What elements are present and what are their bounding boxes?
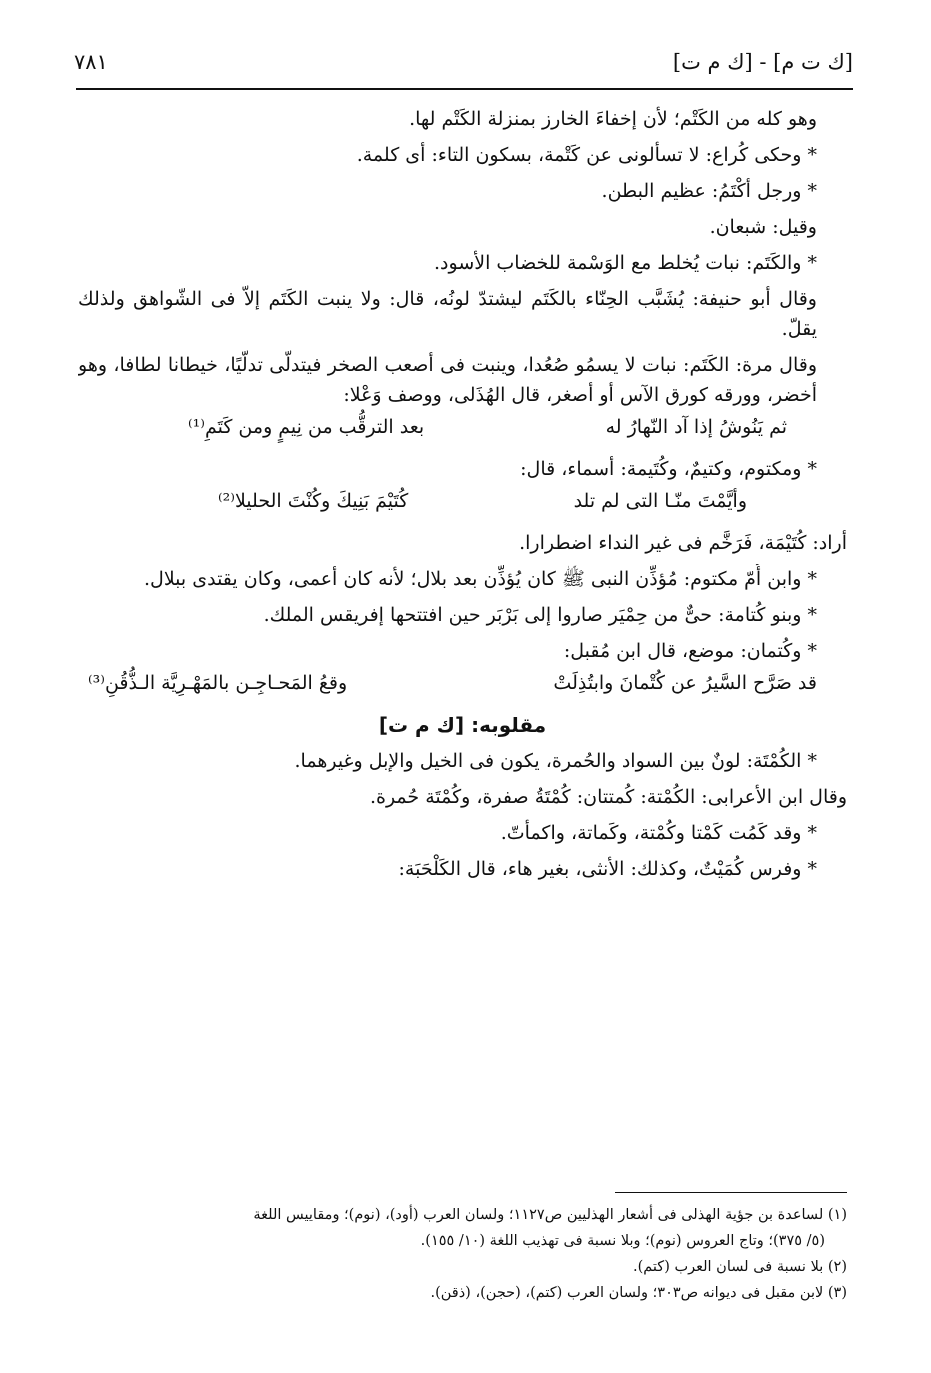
verse-first-hemistich: قد صَرَّح السَّيرُ عن كُتْمانَ وابتُذِلَتْ	[553, 672, 817, 694]
footnote-rule	[615, 1192, 847, 1193]
verse-first-hemistich: وأيَّمْتَ منّـا التى لم تلد	[573, 490, 747, 512]
running-header	[74, 46, 853, 80]
verse-second-hemistich: كُتَيْمَ بَنِيكَ وكُنْتَ الحليلا⁽²⁾	[218, 490, 409, 512]
text-line: * وقد كَمُت كَمْتا وكُمْتة، وكَماتة، واكمأتّ.	[500, 822, 817, 844]
text-line: * الكُمْتَة: لونٌ بين السواد والحُمرة، يكون فى الخيل والإبل وغيرهما.	[294, 750, 817, 772]
verse-ibn-muqbil	[78, 672, 847, 710]
text-line: * وفرس كُمَيْتٌ، وكذلك: الأنثى، بغير هاء، قال الكَلْحَبَة:	[398, 858, 817, 880]
verse-kutaym	[78, 490, 847, 528]
verse-hudhali	[78, 416, 847, 454]
main-text	[78, 104, 847, 890]
text-line: * ومكتوم، وكتيمٌ، وكُتَيمة: أسماء، قال:	[520, 458, 817, 480]
text-line: وقيل: شبعان.	[709, 216, 817, 238]
text-line: * والكَتَم: نبات يُخلط مع الوَسْمة للخضاب الأسود.	[434, 252, 817, 274]
text-paragraph: وقال أبو حنيفة: يُشَبَّب الحِنّاء بالكَتَم ليشتدّ لونُه، قال: ولا ينبت الكَتَم إلاّ فى الشّواهق ولذلك يقلّ.	[78, 288, 817, 340]
footnote: (٣) لابن مقبل فى ديوانه ص٣٠٣؛ ولسان العرب (كتم)، (حجن)، (ذقن).	[430, 1285, 847, 1301]
text-paragraph: وقال مرة: الكَتَم: نبات لا يسمُو صُعُدا، وينبت فى أصعب الصخر فيتدلّى تدلّيًا، خيطانا لطافا، وهو أخضر، وورقه كورق الآس أو أصغر، قال الهُذَلى، ووصف وَعْلا:	[78, 354, 817, 406]
text-line: وهو كله من الكَتْم؛ لأن إخفاءَ الخارز بمنزلة الكَتْم لها.	[409, 108, 817, 130]
text-line: * وكُتمان: موضع، قال ابن مُقبل:	[563, 640, 817, 662]
verse-second-hemistich: وقعُ المَحـاجِـن بالمَهْـرِيَّة الـذُّقُنِ⁽³⁾	[88, 672, 348, 694]
text-paragraph: * وابن أُمّ مكتوم: مُؤذِّن النبى ﷺ كان يُؤذِّن بعد بلال؛ لأنه كان أعمى، وكان يقتدى ببلال.	[143, 568, 817, 590]
footnotes	[78, 1202, 847, 1306]
section-title: مقلوبه: [ك م ت]	[378, 713, 547, 737]
footnote: (٢) بلا نسبة فى لسان العرب (كتم).	[633, 1259, 847, 1275]
page-number: ٧٨١	[74, 50, 108, 74]
text-line: أراد: كُتَيْمَة، فَرَخَّم فى غير النداء اضطرارا.	[519, 532, 847, 554]
text-line: * وحكى كُراع: لا تسألونى عن كَتْمة، بسكون التاء: أى كلمة.	[356, 144, 817, 166]
text-line: * ورجل أكْتَمُ: عظيم البطن.	[601, 180, 817, 202]
text-line: * وبنو كُتامة: حىٌّ من حِمْيَر صاروا إلى بَرْبَر حين افتتحها إفريقس الملك.	[263, 604, 817, 626]
footnote-continuation: (٥/ ٣٧٥)؛ وتاج العروس (نوم)؛ وبلا نسبة فى تهذيب اللغة (١٠/ ١٥٥).	[420, 1233, 825, 1249]
verse-second-hemistich: بعد الترقُّب من نِيمٍ ومن كَتَمِ⁽¹⁾	[188, 416, 425, 438]
verse-first-hemistich: ثم يَنُوشُ إذا آد النّهارُ له	[605, 416, 787, 438]
header-rule	[76, 88, 853, 90]
text-line: وقال ابن الأعرابى: الكُمْتة: كُمتتان: كُمْتَةُ صفرة، وكُمْتَة حُمرة.	[369, 786, 847, 808]
footnote: (١) لساعدة بن جؤية الهذلى فى أشعار الهذليين ص١١٢٧؛ ولسان العرب (أود)، (نوم)؛ ومقاييس اللغة	[253, 1207, 847, 1223]
header-title: [ك ت م] - [ك م ت]	[672, 50, 853, 74]
